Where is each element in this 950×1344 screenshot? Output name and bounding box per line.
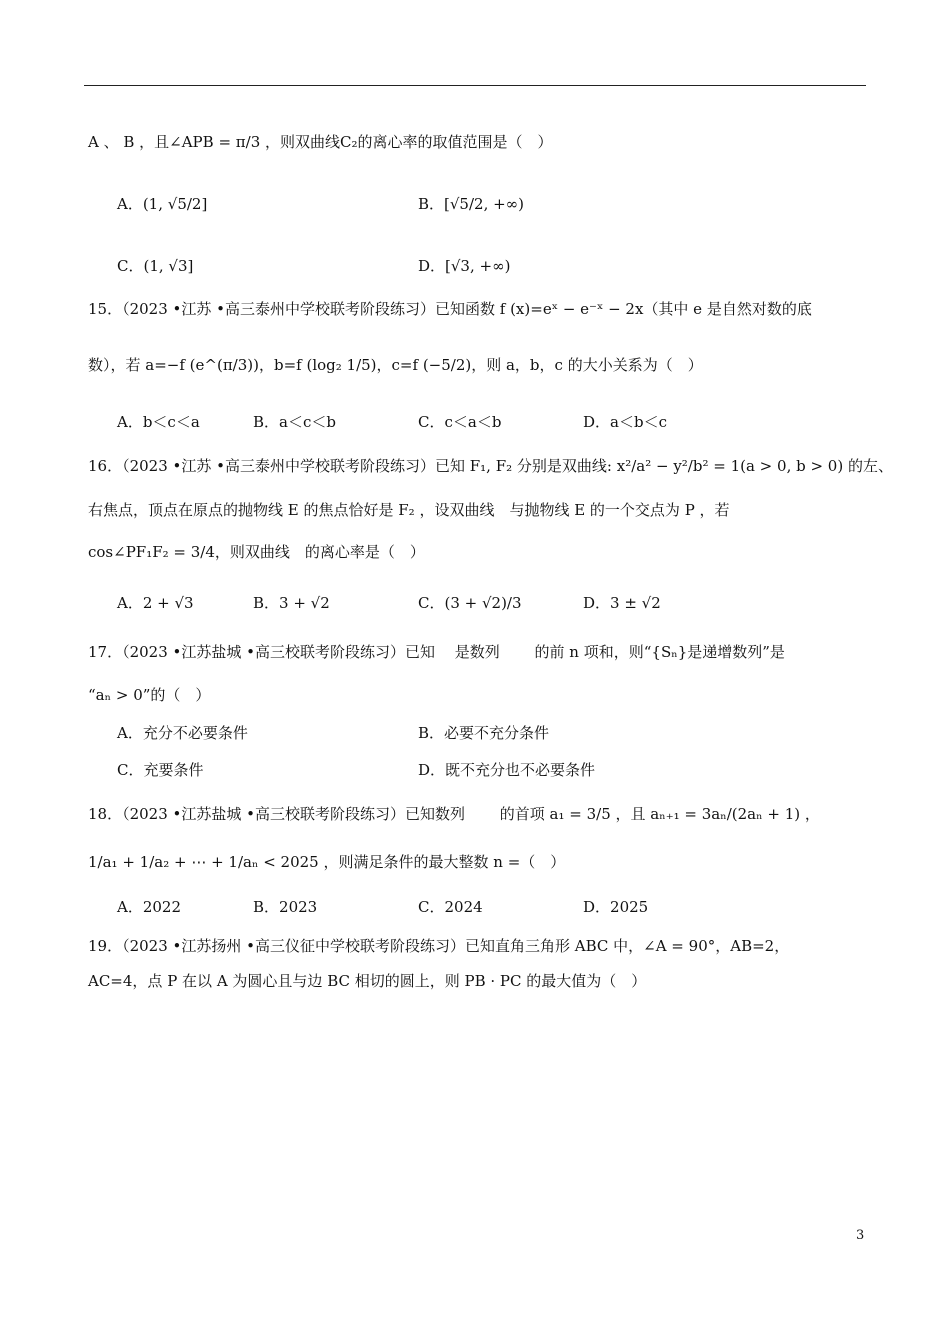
q16-line1: 16．（2023 •江苏 •高三泰州中学校联考阶段练习）已知 F₁, F₂ 分别是双曲线: x²/a² − y²/b² = 1(a > 0, b > 0) 的左、 — [88, 457, 893, 475]
q17-option-d: D．既不充分也不必要条件 — [418, 761, 596, 779]
q15-option-a: A．b＜c＜a — [117, 413, 200, 431]
q17-option-b: B．必要不充分条件 — [418, 724, 550, 742]
q19-line1: 19．（2023 •江苏扬州 •高三仪征中学校联考阶段练习）已知直角三角形 ABC 中，∠A = 90°，AB=2， — [88, 937, 790, 955]
q18-line1: 18．（2023 •江苏盐城 •高三校联考阶段练习）已知数列 的首项 a₁ = 3/5 ，且 aₙ₊₁ = 3aₙ/(2aₙ + 1) ， — [88, 805, 820, 823]
q15-line1: 15．（2023 •江苏 •高三泰州中学校联考阶段练习）已知函数 f (x)=eˣ − e⁻ˣ − 2x（其中 e 是自然对数的底 — [88, 300, 812, 318]
q18-option-c: C．2024 — [418, 898, 483, 916]
q15-line2: 数），若 a=−f (e^(π/3))，b=f (log₂ 1/5)，c=f (−5/2)，则 a，b，c 的大小关系为（ ） — [88, 356, 703, 374]
page-number: 3 — [856, 1228, 865, 1243]
q18-option-d: D．2025 — [583, 898, 649, 916]
q16-option-b: B．3 + √2 — [253, 594, 330, 612]
q14-intro: A 、 B ，且∠APB = π/3 ，则双曲线C₂的离心率的取值范围是（ ） — [88, 133, 553, 151]
q16-option-a: A．2 + √3 — [117, 594, 194, 612]
header-rule — [84, 85, 866, 86]
q15-option-b: B．a＜c＜b — [253, 413, 336, 431]
q17-line2: “aₙ > 0”的（ ） — [88, 686, 211, 704]
q18-option-a: A．2022 — [117, 898, 182, 916]
q15-option-c: C．c＜a＜b — [418, 413, 502, 431]
q15-option-d: D．a＜b＜c — [583, 413, 667, 431]
q14-option-c: C．(1, √3] — [117, 257, 194, 275]
q18-option-b: B．2023 — [253, 898, 318, 916]
q17-option-a: A．充分不必要条件 — [117, 724, 248, 742]
q18-line2: 1/a₁ + 1/a₂ + ⋯ + 1/aₙ < 2025 ，则满足条件的最大整数 n =（ ） — [88, 853, 566, 871]
q19-line2: AC=4，点 P 在以 A 为圆心且与边 BC 相切的圆上，则 PB · PC 的最大值为（ ） — [88, 972, 647, 990]
q14-option-b: B．[√5/2, +∞) — [418, 195, 525, 213]
q17-line1: 17．（2023 •江苏盐城 •高三校联考阶段练习）已知 是数列 的前 n 项和，则“{Sₙ}是递增数列”是 — [88, 643, 785, 661]
q14-option-d: D．[√3, +∞) — [418, 257, 511, 275]
q16-line2: 右焦点，顶点在原点的抛物线 E 的焦点恰好是 F₂ ，设双曲线 与抛物线 E 的一个交点为 P ，若 — [88, 501, 730, 519]
q17-option-c: C．充要条件 — [117, 761, 204, 779]
q16-option-d: D．3 ± √2 — [583, 594, 661, 612]
q16-option-c: C．(3 + √2)/3 — [418, 594, 522, 612]
q14-option-a: A．(1, √5/2] — [117, 195, 208, 213]
q16-line3: cos∠PF₁F₂ = 3/4，则双曲线 的离心率是（ ） — [88, 543, 425, 561]
